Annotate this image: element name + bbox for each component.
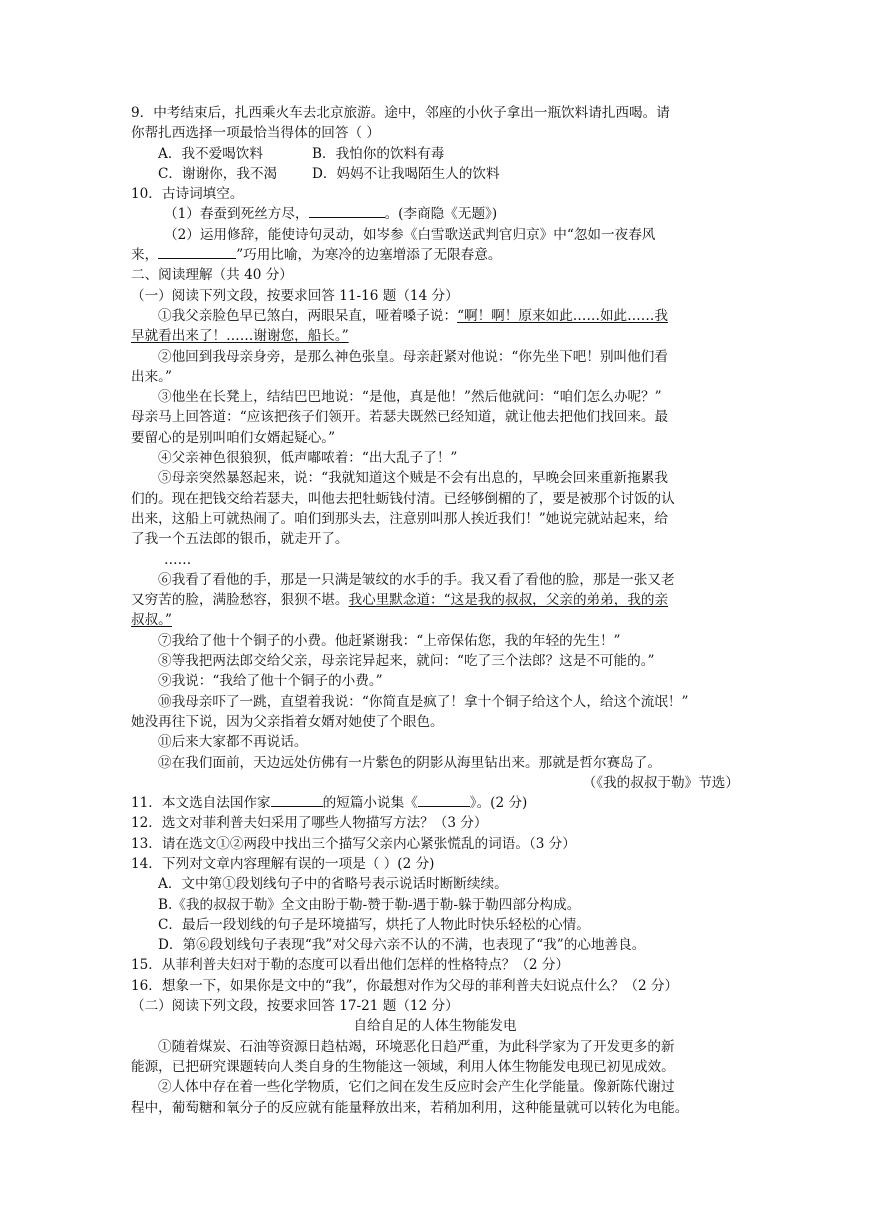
passage1-p11: ⑪后来大家都不再说话。 — [158, 734, 308, 751]
q9-stem-line1: 9．中考结束后，扎西乘火车去北京旅游。途中，邻座的小伙子拿出一瓶饮料请扎西喝。请 — [131, 105, 670, 121]
passage1-p3-line2: 母亲马上回答道：“应该把孩子们领开。若瑟夫既然已经知道，就让他去把他们找回来。最 — [131, 409, 669, 426]
passage1-p10-line2: 她没再往下说，因为父亲指着女婿对她使了个眼色。 — [131, 713, 444, 730]
passage1-p1-underlined-2: 早就看出来了！……谢谢您，船长。” — [131, 328, 349, 345]
q11-part-c: 》。(2 分) — [469, 795, 528, 812]
passage1-p6-text: 又穷苦的脸，满脸愁容，狠狈不堪。 — [131, 592, 349, 609]
q10-item2-prefix: 来， — [131, 247, 159, 264]
passage1-p3-line1: ③他坐在长凳上，结结巴巴地说：“是他，真是他！”然后他就问：“咱们怎么办呢？” — [158, 389, 662, 406]
part2-p2-line1: ②人体中存在着一些化学物质，它们之间在发生反应时会产生化学能量。像新陈代谢过 — [158, 1079, 675, 1096]
page-content — [131, 103, 739, 1118]
part2-p2-line2: 程中，葡萄糖和氧分子的反应就有能量释放出来，若稍加利用，这种能量就可以转化为电能。 — [131, 1099, 689, 1116]
q12: 12．选文对菲利普夫妇采用了哪些人物描写方法？（3 分） — [131, 815, 488, 832]
q9-option-c: C．谢谢你，我不渴 — [158, 165, 278, 182]
passage1-p9: ⑨我说：“我给了他十个铜子的小费。” — [158, 673, 383, 690]
q13: 13．请在选文①②两段中找出三个描写父亲内心紧张慌乱的词语。（3 分） — [131, 835, 576, 852]
passage1-p8: ⑧等我把两法郎交给父亲，母亲诧异起来，就问：“吃了三个法郎？这是不可能的。” — [158, 653, 655, 670]
part2-intro: （二）阅读下列文段，按要求回答 17-21 题（12 分） — [131, 998, 459, 1015]
passage1-p1-line2 — [131, 326, 739, 346]
passage1-p5-line3: 出来，这船上可就热闹了。咱们到那头去，注意别叫那人挨近我们！”她说完就站起来，给 — [131, 510, 669, 527]
passage1-p6-line2 — [131, 590, 739, 610]
passage1-p5-line2: 们的。现在把钱交给若瑟夫，叫他去把牡蛎钱付清。已经够倒楣的了，要是被那个讨饭的认 — [131, 490, 675, 507]
passage1-source: （《我的叔叔于勒》节选） — [582, 774, 739, 791]
passage1-p1-line1 — [131, 306, 739, 326]
part1-intro: （一）阅读下列文段，按要求回答 11-16 题（14 分） — [131, 287, 459, 304]
passage1-p2-line1: ②他回到我母亲身旁，是那么神色张皇。母亲赶紧对他说：“你先坐下吧！别叫他们看 — [158, 348, 668, 365]
q14-option-a: A．文中第①段划线句子中的省略号表示说话时断断续续。 — [158, 876, 508, 893]
q15: 15．从菲利普夫妇对于勒的态度可以看出他们怎样的性格特点？（2 分） — [131, 957, 570, 974]
q10-title: 10．古诗词填空。 — [131, 186, 244, 203]
q14-option-c: C．最后一段划线的句子是环境描写，烘托了人物此时快乐轻松的心情。 — [158, 916, 590, 933]
q11-part-a: 11．本文选自法国作家 — [131, 795, 271, 812]
q10-item2-line2 — [131, 245, 739, 265]
q9-option-b: B．我怕你的饮料有毒 — [312, 145, 445, 162]
passage1-p3-line3: 要留心的是别叫咱们女婿起疑心。” — [131, 429, 336, 446]
passage1-p5-line1: ⑤母亲突然暴怒起来，说：“我就知道这个贼是不会有出息的，早晚会回来重新拖累我 — [158, 470, 668, 487]
part2-p1-line2: 能源，已把研究课题转向人类自身的生物能这一领域，利用人体生物能发电现已初见成效。 — [131, 1058, 675, 1075]
passage1-ellipsis: …… — [164, 551, 192, 568]
q10-item1-blank[interactable] — [309, 204, 385, 218]
passage1-p7: ⑦我给了他十个铜子的小费。他赶紧谢我：“上帝保佑您，我的年轻的先生！” — [158, 632, 621, 649]
q10-item2-suffix: ”巧用比喻，为寒冷的边塞增添了无限春意。 — [236, 247, 502, 264]
q14: 14．下列对文章内容理解有误的一项是（ ）(2 分) — [131, 855, 435, 872]
q10-item2-line1: （2）运用修辞，能使诗句灵动，如岑参《白雪歌送武判官归京》中“忽如一夜春风 — [164, 226, 656, 243]
passage1-p4: ④父亲神色很狼狈，低声嘟哝着：“出大乱子了！” — [158, 450, 458, 467]
passage1-p6-line3 — [131, 610, 739, 630]
q9-option-a: A．我不爱喝饮料 — [158, 145, 263, 162]
q9-options-row1 — [131, 144, 739, 164]
passage1-p1-underlined: “啊！啊！原来如此……如此……我 — [457, 307, 668, 324]
q11-blank-collection[interactable] — [418, 793, 470, 807]
q14-option-b: B.《我的叔叔于勒》全文由盼于勒-赞于勒-遇于勒-躲于勒四部分构成。 — [158, 896, 581, 913]
q14-option-d: D．第⑥段划线句子表现“我”对父母六亲不认的不满，也表现了“我”的心地善良。 — [158, 937, 646, 954]
section2-title: 二、阅读理解（共 40 分） — [131, 267, 293, 284]
passage1-p6-line1: ⑥我看了看他的手，那是一只满是皱纹的水手的手。我又看了看他的脸，那是一张又老 — [158, 571, 675, 588]
passage1-p1-text: ①我父亲脸色早已煞白，两眼呆直，哑着嗓子说： — [158, 307, 458, 324]
passage1-p10-line1: ⑩我母亲吓了一跳，直望着我说：“你简直是疯了！拿十个铜子给这个人，给这个流氓！” — [158, 693, 689, 710]
q9-option-d: D．妈妈不让我喝陌生人的饮料 — [312, 165, 500, 182]
q11 — [131, 793, 739, 813]
passage1-p6-underlined-2: 叔叔。” — [131, 612, 172, 629]
q10-item1-prefix: （1）春蚕到死丝方尽， — [164, 206, 309, 223]
q10-item1-suffix: 。(李商隐《无题》) — [384, 206, 498, 223]
part2-title: 自给自足的人体生物能发电 — [353, 1018, 517, 1035]
passage1-p12: ⑫在我们面前，天边远处仿佛有一片紫色的阴影从海里钻出来。那就是哲尔赛岛了。 — [158, 754, 661, 771]
q16: 16．想象一下，如果你是文中的“我”，你最想对作为父母的菲利普夫妇说点什么？（2 分） — [131, 977, 679, 994]
passage1-p2-line2: 出来。” — [131, 368, 172, 385]
q9-stem-line2: 你帮扎西选择一项最恰当得体的回答（ ） — [131, 125, 381, 142]
passage1-p6-underlined: 我心里默念道：“这是我的叔叔，父亲的弟弟，我的亲 — [348, 592, 669, 609]
part2-p1-line1: ①随着煤炭、石油等资源日趋枯竭，环境恶化日趋严重，为此科学家为了开发更多的新 — [158, 1038, 675, 1055]
q9-options-row2 — [131, 164, 739, 184]
passage1-p5-line4: 了我一个五法郎的银币，就走开了。 — [131, 531, 349, 548]
q10-item2-blank[interactable] — [158, 245, 236, 259]
q11-part-b: 的短篇小说集《 — [322, 795, 418, 812]
q11-blank-author[interactable] — [271, 793, 323, 807]
q10-item1 — [131, 204, 739, 224]
